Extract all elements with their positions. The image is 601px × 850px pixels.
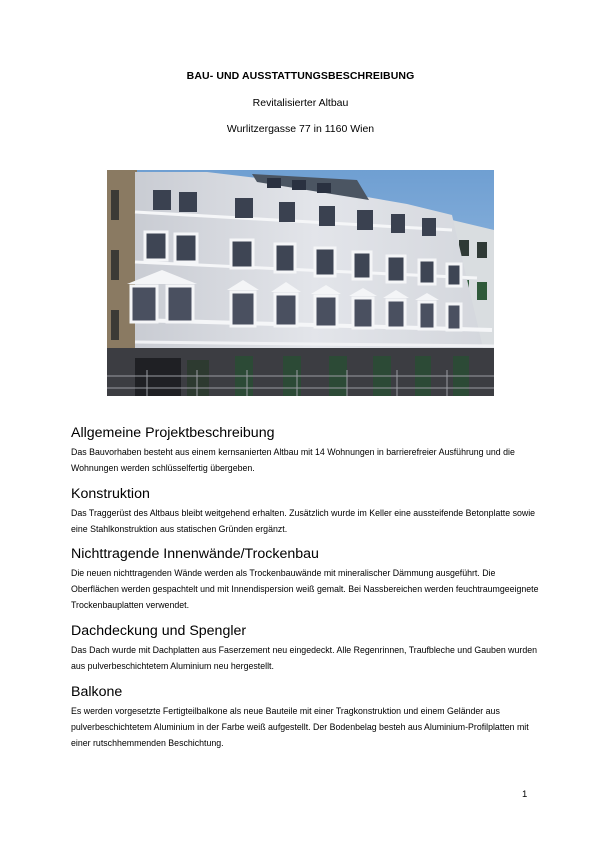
section-heading: Nichttragende Innenwände/Trockenbau [71, 546, 319, 562]
section-heading: Konstruktion [71, 486, 150, 502]
section-allgemeine-projektbeschreibung [71, 425, 541, 476]
section-body: Es werden vorgesetzte Fertigteilbalkone als neue Bauteile mit einer Tragkonstruktion und einem Geländer aus pulverbeschichtetem Aluminium in der Farbe weiß aufgestellt. Der Bodenbelag besteh aus Aluminium-Profilplatten mit einer rutschhemmenden Beschichtung. [71, 706, 529, 748]
section-dachdeckung [71, 623, 541, 674]
page-number: 1 [522, 789, 528, 800]
building-photo [107, 170, 494, 396]
section-konstruktion [71, 486, 541, 537]
document-subtitle: Revitalisierter Altbau [252, 97, 349, 109]
document-address: Wurlitzergasse 77 in 1160 Wien [226, 123, 375, 135]
section-body: Das Bauvorhaben besteht aus einem kernsanierten Altbau mit 14 Wohnungen in barrierefreier Ausführung und die Wohnungen werden schlüsselfertig übergeben. [71, 447, 515, 473]
section-heading: Allgemeine Projektbeschreibung [71, 425, 275, 441]
section-heading: Balkone [71, 684, 123, 700]
section-body: Das Dach wurde mit Dachplatten aus Faserzement neu eingedeckt. Alle Regenrinnen, Traufbleche und Gauben wurden aus pulverbeschichtetem Aluminium neu hergestellt. [71, 645, 538, 671]
section-body: Das Traggerüst des Altbaus bleibt weitgehend erhalten. Zusätzlich wurde im Keller eine aussteifende Betonplatte sowie eine Stahlkonstruktion aus statischen Gründen ergänzt. [71, 508, 536, 534]
document-title: BAU- UND AUSSTATTUNGSBESCHREIBUNG [186, 70, 415, 82]
section-heading: Dachdeckung und Spengler [71, 623, 247, 639]
section-body: Die neuen nichttragenden Wände werden als Trockenbauwände mit mineralischer Dämmung ausgeführt. Die Oberflächen werden gespachtelt und mit Innendispersion weiß gemalt. Bei Nassbereichen werden feuchtraumgeeignete Trockenbauplatten verwendet. [71, 568, 539, 610]
section-balkone [71, 684, 541, 751]
section-trockenbau [71, 546, 541, 613]
